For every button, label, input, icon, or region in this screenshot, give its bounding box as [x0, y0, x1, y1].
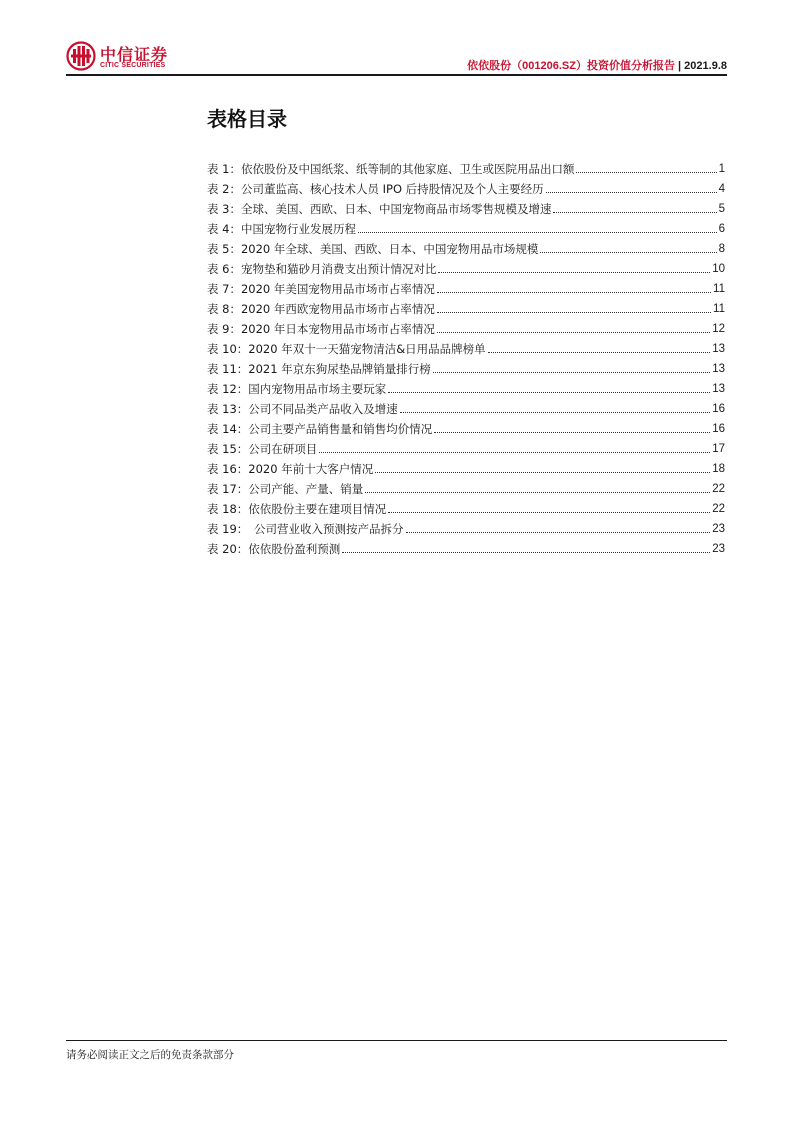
- toc-link[interactable]: [207, 236, 725, 256]
- toc-leader-dots: [433, 372, 710, 373]
- toc-page-number: 16: [712, 423, 725, 435]
- toc-label: 表 19： 公司营业收入预测按产品拆分: [207, 522, 404, 536]
- toc-entry: [207, 536, 725, 556]
- toc-page-number: 17: [712, 443, 725, 455]
- toc-link[interactable]: [207, 176, 725, 196]
- toc-link[interactable]: [207, 536, 725, 556]
- toc-label: 表 7：2020 年美国宠物用品市场市占率情况: [207, 282, 435, 296]
- toc-leader-dots: [388, 392, 710, 393]
- toc-label: 表 4：中国宠物行业发展历程: [207, 222, 356, 236]
- footer-divider: [66, 1040, 727, 1041]
- toc-leader-dots: [437, 312, 711, 313]
- toc-leader-dots: [437, 332, 710, 333]
- toc-label: 表 16：2020 年前十大客户情况: [207, 462, 374, 476]
- footer-disclaimer: 请务必阅读正文之后的免责条款部分: [66, 1049, 234, 1061]
- toc-label: 表 10：2020 年双十一天猫宠物清洁&日用品品牌榜单: [207, 342, 486, 356]
- toc-page-number: 23: [712, 543, 725, 555]
- toc-leader-dots: [438, 272, 710, 273]
- toc-entry: [207, 236, 725, 256]
- toc-label: 表 9：2020 年日本宠物用品市场市占率情况: [207, 322, 435, 336]
- toc-entry: [207, 376, 725, 396]
- toc-link[interactable]: [207, 356, 725, 376]
- toc-leader-dots: [400, 412, 710, 413]
- toc-entry: [207, 256, 725, 276]
- toc-entry: [207, 176, 725, 196]
- toc-page-number: 13: [712, 343, 725, 355]
- toc-label: 表 18：依依股份主要在建项目情况: [207, 502, 387, 516]
- toc-leader-dots: [388, 512, 710, 513]
- toc-page-number: 23: [712, 523, 725, 535]
- toc-entry: [207, 396, 725, 416]
- toc-link[interactable]: [207, 156, 725, 176]
- toc-page-number: 10: [712, 263, 725, 275]
- toc-link[interactable]: [207, 316, 725, 336]
- toc-link[interactable]: [207, 196, 725, 216]
- table-of-tables: [207, 156, 725, 556]
- toc-link[interactable]: [207, 416, 725, 436]
- toc-page-number: 22: [712, 483, 725, 495]
- toc-entry: [207, 356, 725, 376]
- toc-link[interactable]: [207, 396, 725, 416]
- toc-link[interactable]: [207, 276, 725, 296]
- toc-entry: [207, 216, 725, 236]
- toc-link[interactable]: [207, 376, 725, 396]
- toc-leader-dots: [434, 432, 710, 433]
- toc-page-number: 22: [712, 503, 725, 515]
- toc-entry: [207, 296, 725, 316]
- toc-leader-dots: [437, 292, 711, 293]
- toc-leader-dots: [553, 212, 716, 213]
- logo-chinese-name: 中信证券: [100, 45, 169, 64]
- report-header: [467, 57, 727, 73]
- toc-label: 表 5：2020 年全球、美国、西欧、日本、中国宠物用品市场规模: [207, 242, 539, 256]
- toc-entry: [207, 316, 725, 336]
- report-title: 依依股份（001206.SZ）投资价值分析报告: [467, 60, 675, 72]
- toc-leader-dots: [365, 492, 710, 493]
- toc-label: 表 13：公司不同品类产品收入及增速: [207, 402, 398, 416]
- toc-page-number: 1: [718, 163, 725, 175]
- toc-entry: [207, 476, 725, 496]
- toc-entry: [207, 436, 725, 456]
- toc-label: 表 1：依依股份及中国纸浆、纸等制的其他家庭、卫生或医院用品出口额: [207, 162, 575, 176]
- toc-page-number: 18: [712, 463, 725, 475]
- toc-label: 表 6：宠物垫和猫砂月消费支出预计情况对比: [207, 262, 437, 276]
- toc-link[interactable]: [207, 496, 725, 516]
- toc-page-number: 11: [713, 303, 725, 315]
- citic-logo: [66, 41, 186, 73]
- toc-label: 表 2：公司董监高、核心技术人员 IPO 后持股情况及个人主要经历: [207, 182, 544, 196]
- toc-leader-dots: [358, 232, 717, 233]
- toc-page-number: 13: [712, 383, 725, 395]
- toc-leader-dots: [342, 552, 710, 553]
- toc-leader-dots: [488, 352, 711, 353]
- toc-label: 表 17：公司产能、产量、销量: [207, 482, 364, 496]
- toc-link[interactable]: [207, 456, 725, 476]
- citic-logo-icon: [66, 41, 96, 71]
- toc-leader-dots: [546, 192, 717, 193]
- toc-label: 表 14：公司主要产品销售量和销售均价情况: [207, 422, 433, 436]
- toc-leader-dots: [576, 172, 716, 173]
- toc-entry: [207, 496, 725, 516]
- page-title: 表格目录: [207, 107, 287, 131]
- toc-entry: [207, 336, 725, 356]
- toc-link[interactable]: [207, 336, 725, 356]
- toc-leader-dots: [540, 252, 716, 253]
- toc-leader-dots: [375, 472, 710, 473]
- toc-label: 表 20：依依股份盈利预测: [207, 542, 341, 556]
- toc-label: 表 3：全球、美国、西欧、日本、中国宠物商品市场零售规模及增速: [207, 202, 552, 216]
- toc-link[interactable]: [207, 436, 725, 456]
- toc-link[interactable]: [207, 516, 725, 536]
- toc-entry: [207, 516, 725, 536]
- toc-entry: [207, 276, 725, 296]
- toc-label: 表 11：2021 年京东狗尿垫品牌销量排行榜: [207, 362, 431, 376]
- toc-entry: [207, 416, 725, 436]
- report-date: 2021.9.8: [684, 60, 727, 72]
- toc-link[interactable]: [207, 216, 725, 236]
- toc-leader-dots: [406, 532, 711, 533]
- toc-label: 表 8：2020 年西欧宠物用品市场市占率情况: [207, 302, 435, 316]
- toc-page-number: 16: [712, 403, 725, 415]
- toc-label: 表 12：国内宠物用品市场主要玩家: [207, 382, 387, 396]
- toc-page-number: 4: [718, 183, 725, 195]
- toc-leader-dots: [319, 452, 710, 453]
- toc-entry: [207, 196, 725, 216]
- logo-english-name: CITIC SECURITIES: [100, 62, 166, 69]
- header-separator: |: [678, 60, 682, 72]
- header-divider: [66, 74, 727, 76]
- toc-label: 表 15：公司在研项目: [207, 442, 318, 456]
- toc-link[interactable]: [207, 256, 725, 276]
- toc-page-number: 13: [712, 363, 725, 375]
- toc-link[interactable]: [207, 476, 725, 496]
- toc-page-number: 12: [712, 323, 725, 335]
- toc-entry: [207, 156, 725, 176]
- toc-page-number: 11: [713, 283, 725, 295]
- toc-page-number: 6: [718, 223, 725, 235]
- toc-entry: [207, 456, 725, 476]
- toc-page-number: 5: [718, 203, 725, 215]
- toc-link[interactable]: [207, 296, 725, 316]
- toc-page-number: 8: [718, 243, 725, 255]
